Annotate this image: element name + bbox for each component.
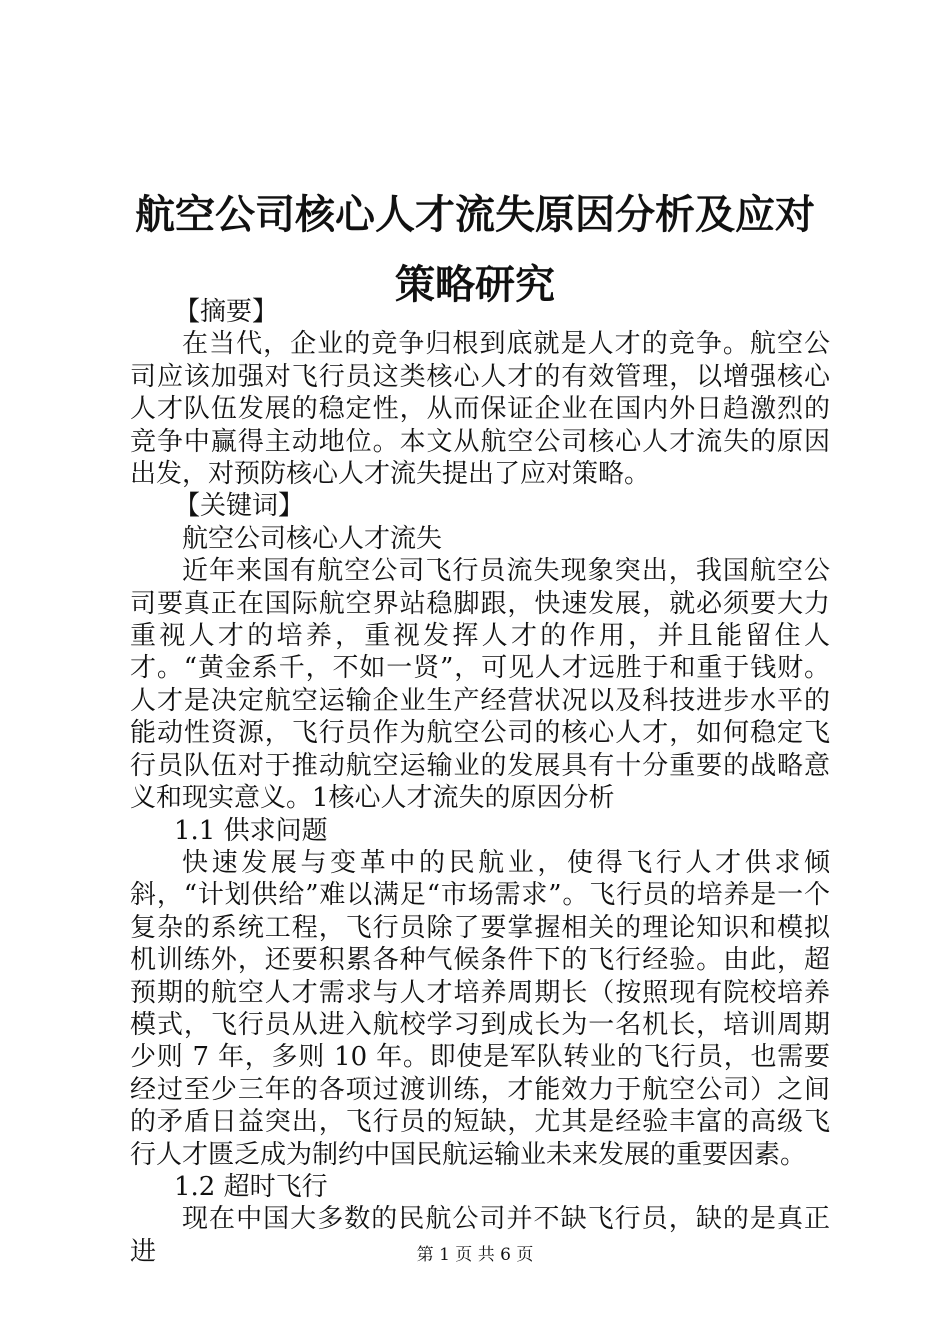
page-footer: 第 1 页 共 6 页 (416, 1245, 534, 1265)
keywords-paragraph: 航空公司核心人才流失 (182, 523, 443, 554)
section-paragraph-1-1: 快速发展与变革中的民航业，使得飞行人才供求倾斜，“计划供给”难以满足“市场需求”。飞行员的培养是一个复杂的系统工程，飞行员除了要掌握相关的理论知识和模拟机训练外，还要积累各种气候条件下的飞行经验。由此，超预期的航空人才需求与人才培养周期长（按照现有院校培养模式，飞行员从进入航校学习到成长为一名机长，培训周期少则 7 年，多则 10 年。即使是军队转业的飞行员，也需要经过至少三年的各项过渡训练，才能效力于航空公司）之间的矛盾日益突出，飞行员的短缺，尤其是经验丰富的高级飞行人才匮乏成为制约中国民航运输业未来发展的重要因素。 (130, 847, 830, 1170)
keywords-label: 【关键词】 (174, 491, 305, 522)
intro-paragraph: 近年来国有航空公司飞行员流失现象突出，我国航空公司要真正在国际航空界站稳脚跟，快速发展，就必须要大力重视人才的培养，重视发挥人才的作用，并且能留住人才。“黄金系千，不如一贤”，可见人才远胜于和重于钱财。人才是决定航空运输企业生产经营状况以及科技进步水平的能动性资源，飞行员作为航空公司的核心人才，如何稳定飞行员队伍对于推动航空运输业的发展具有十分重要的战略意义和现实意义。1核心人才流失的原因分析 (130, 556, 830, 814)
section-paragraph-1-2: 现在中国大多数的民航公司并不缺飞行员，缺的是真正进 (130, 1204, 830, 1267)
section-heading-1-2: 1.2 超时飞行 (174, 1171, 328, 1202)
abstract-label: 【摘要】 (174, 297, 279, 327)
document-body (130, 296, 830, 1268)
abstract-paragraph: 在当代，企业的竞争归根到底就是人才的竞争。航空公司应该加强对飞行员这类核心人才的有效管理，以增强核心人才队伍发展的稳定性，从而保证企业在国内外日趋激烈的竞争中赢得主动地位。本文从航空公司核心人才流失的原因出发，对预防核心人才流失提出了应对策略。 (130, 329, 830, 490)
section-heading-1-1: 1.1 供求问题 (174, 815, 328, 846)
document-title: 航空公司核心人才流失原因分析及应对策略研究 (135, 191, 815, 308)
